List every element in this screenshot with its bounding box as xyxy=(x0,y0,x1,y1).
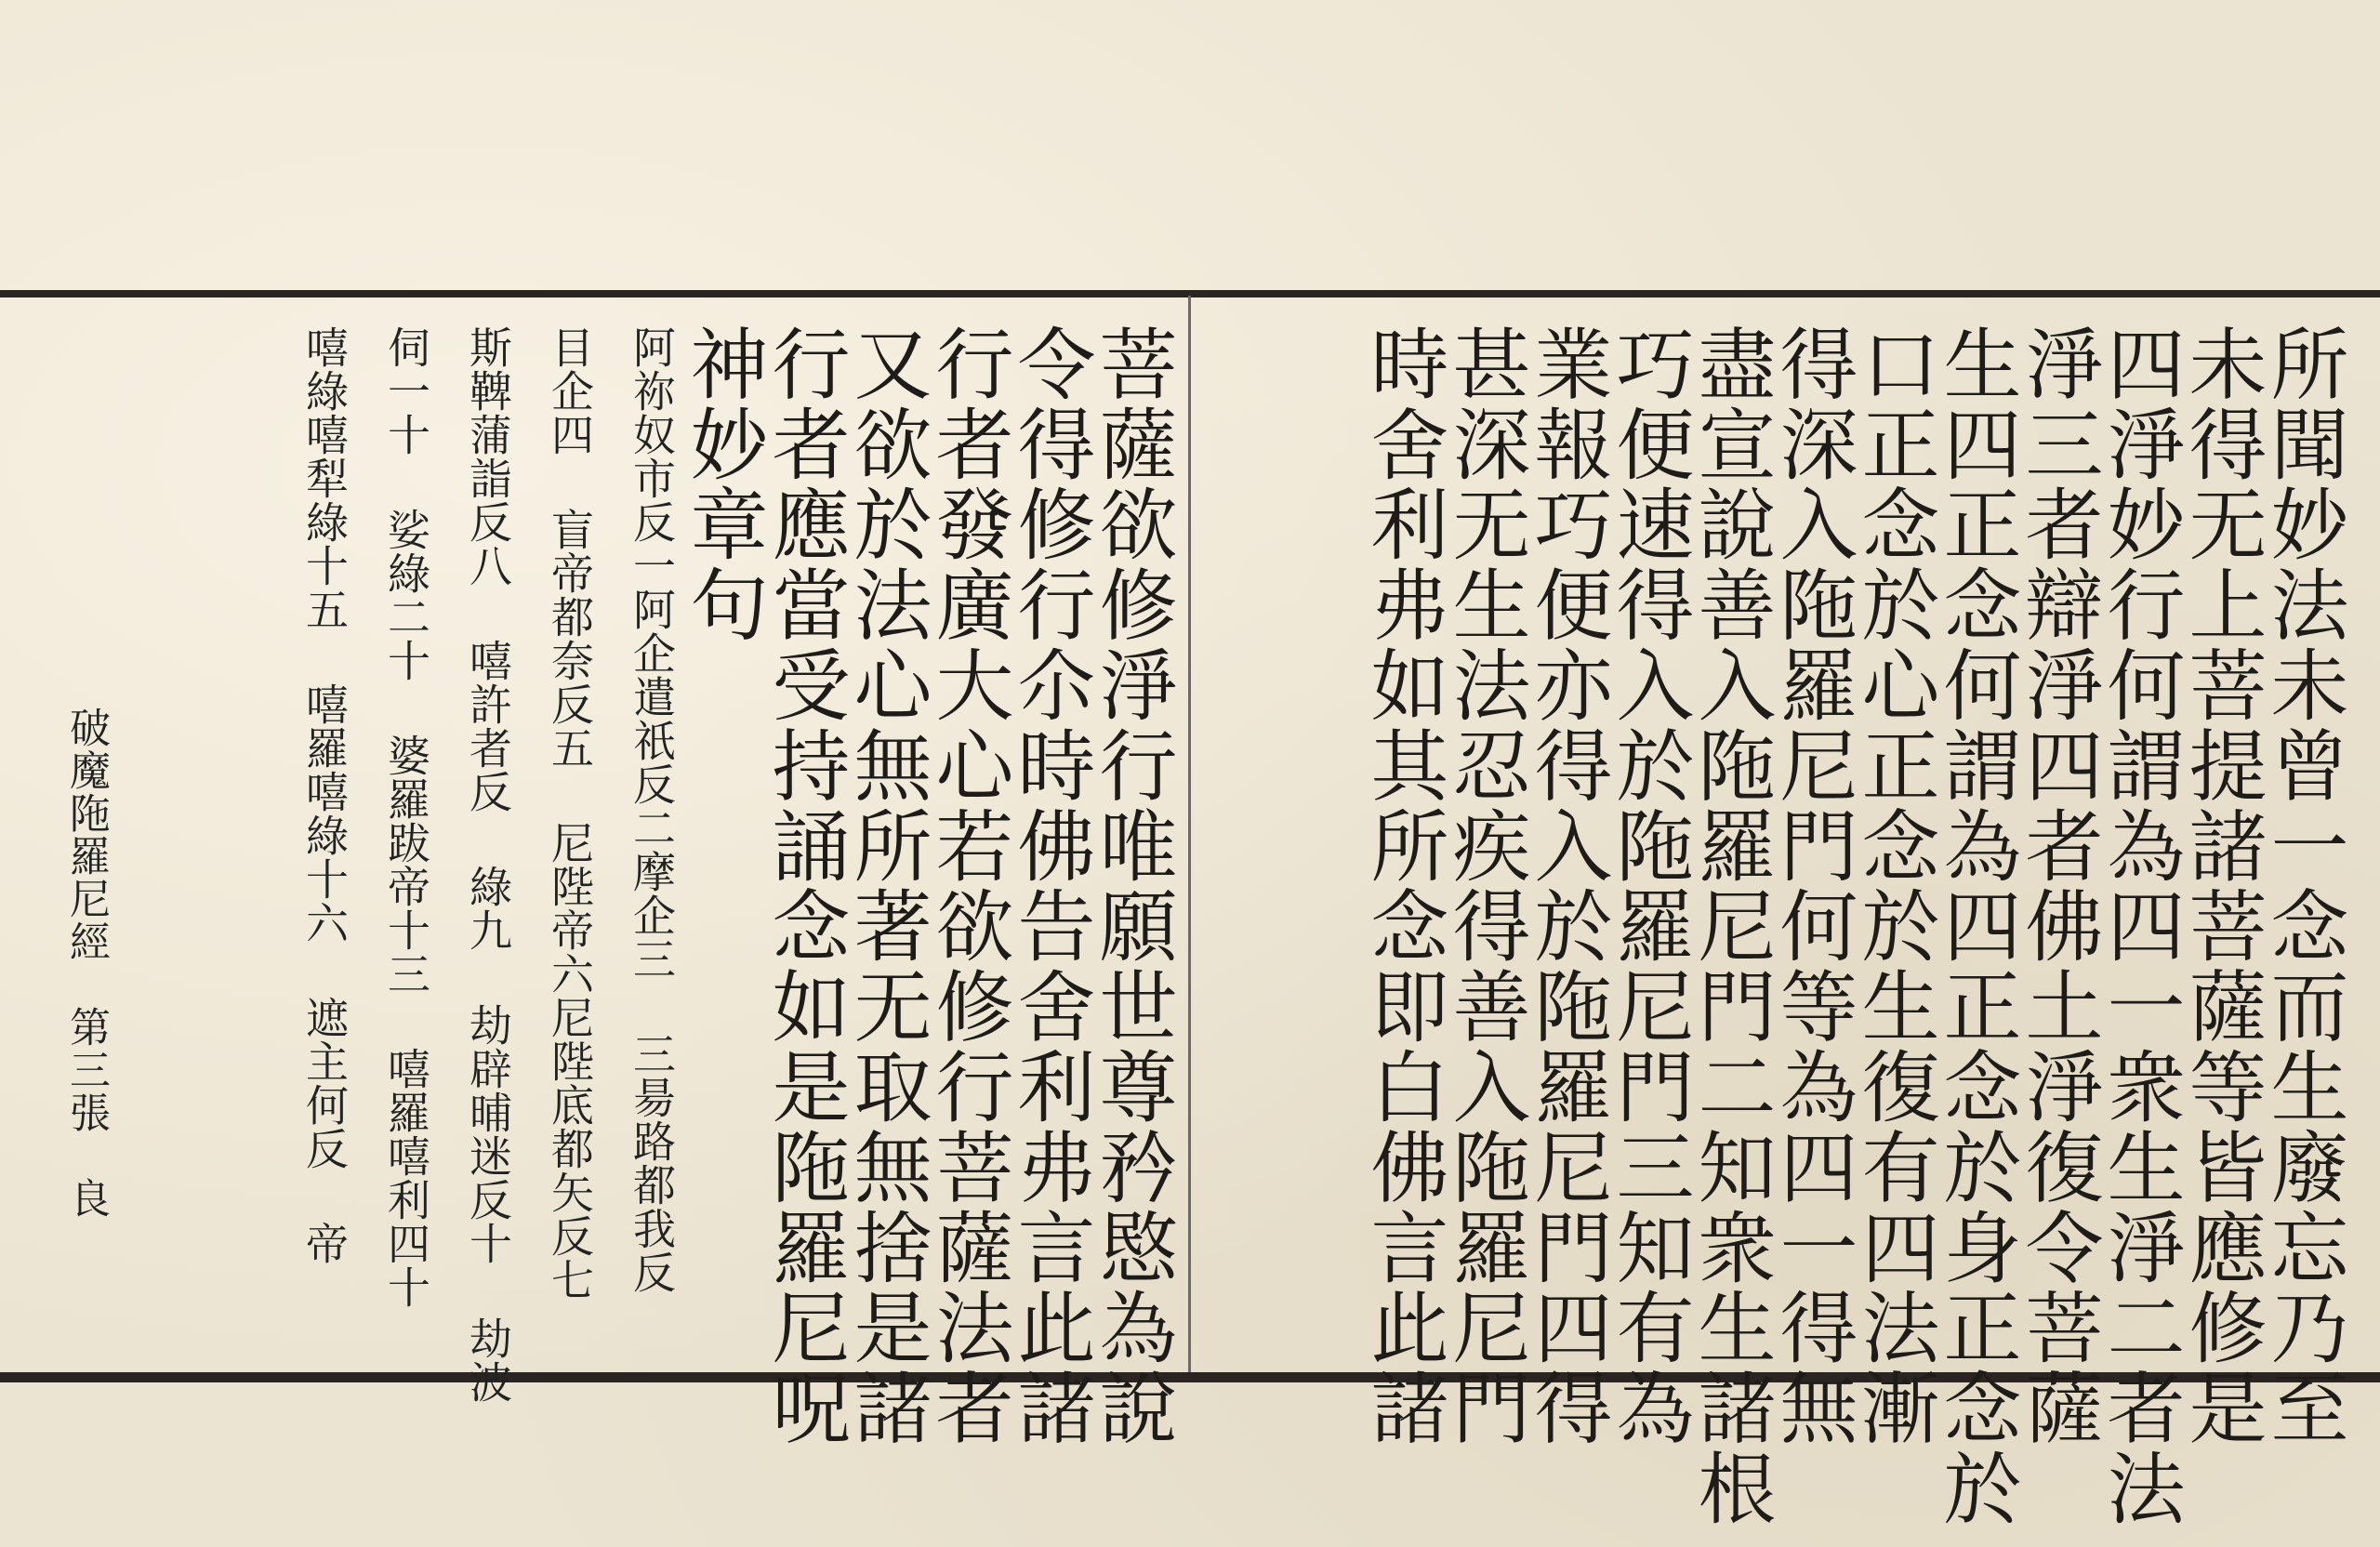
center-fold-line xyxy=(1188,296,1191,1376)
text-column: 行者發廣大心若欲修行菩薩法者 xyxy=(923,324,1014,1448)
text-column: 淨三者辯淨四者佛土淨復令菩薩 xyxy=(2013,324,2104,1448)
text-column: 未得无上菩提諸菩薩等皆應修是 xyxy=(2176,324,2268,1448)
dharani-column: 伺一十 娑綠二十 婆羅跋帝十三 嘻羅嘻利四十 xyxy=(381,325,431,1309)
text-column: 盡宣說善入陁羅尼門二知衆生諸根 xyxy=(1686,324,1777,1528)
dharani-column: 斯鞞蒲詣反八 嘻許者反 綠九 劫辟晡迷反十 劫波 xyxy=(463,325,513,1404)
text-column: 業報巧便亦得入於陁羅尼門四得 xyxy=(1522,324,1613,1448)
text-column: 所聞妙法未曾一念而生廢忘乃至 xyxy=(2258,324,2349,1448)
text-column: 口正念於心正念於生復有四法漸 xyxy=(1849,324,1940,1448)
text-column: 生四正念何謂為四正念於身正念於 xyxy=(1931,324,2022,1528)
text-column: 巧便速得入於陁羅尼門三知有為 xyxy=(1604,324,1695,1448)
text-column: 甚深无生法忍疾得善入陁羅尼門 xyxy=(1440,324,1531,1448)
text-column: 得深入陁羅尼門何等為四一得無 xyxy=(1767,324,1858,1448)
text-column: 菩薩欲修淨行唯願世尊矜愍為說 xyxy=(1087,324,1178,1448)
text-column: 四淨妙行何謂為四一衆生淨二者法 xyxy=(2095,324,2186,1528)
text-column: 行者應當受持誦念如是陁羅尼呪 xyxy=(760,324,851,1448)
colophon-label: 破魔陁羅尼經 第三張 良 xyxy=(62,707,110,1220)
dharani-column: 嘻綠嘻犁綠十五 嘻羅嘻綠十六 遮主何反 帝 xyxy=(299,325,350,1265)
dharani-column: 阿祢奴市反一阿企遣祇反二摩企三 三昜路都我反 xyxy=(627,325,677,1294)
text-column: 神妙章句 xyxy=(678,324,769,645)
text-column: 令得修行尒時佛告舍利弗言此諸 xyxy=(1005,324,1096,1448)
text-column: 時舍利弗如其所念即白佛言此諸 xyxy=(1358,324,1449,1448)
text-column: 又欲於法心無所著无取無捨是諸 xyxy=(841,324,932,1448)
dharani-column: 目企四 盲帝都奈反五 尼陛帝六尼陛底都矢反七 xyxy=(545,325,595,1302)
